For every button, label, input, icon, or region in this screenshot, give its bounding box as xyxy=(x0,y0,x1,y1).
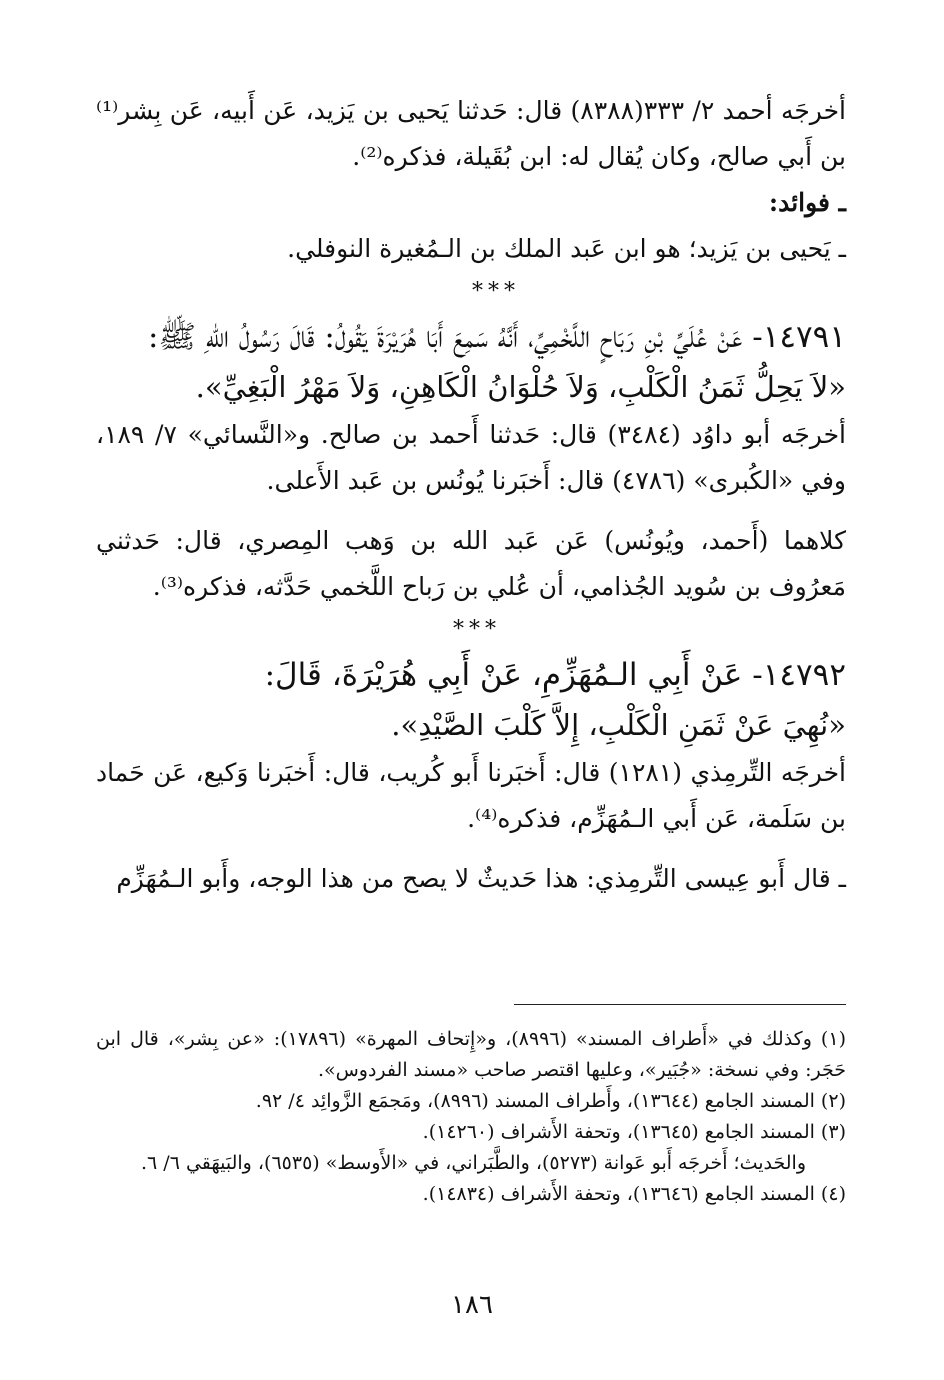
hadith-14792-heading: ١٤٧٩٢- عَنْ أَبِي الـمُهَزِّمِ، عَنْ أَبِي هُرَيْرَةَ، قَالَ: xyxy=(264,657,846,693)
footnote-3-continuation: والحَديث؛ أَخرجَه أَبو عَوانة (٥٢٧٣)، والطَّبَراني، في «الأَوسط» (٦٥٣٥)، والبَيهَقي ٦/ ٦. xyxy=(140,1152,806,1174)
hadith-14792-text: «نُهِيَ عَنْ ثَمَنِ الْكَلْبِ، إِلاَّ كَلْبَ الصَّيْدِ». xyxy=(391,708,846,742)
footnote-1: (١) وكذلك في «أَطراف المسند» (٨٩٩٦)، و«إِتحاف المهرة» (١٧٨٩٦): «عن بِشر»، قال ابن حَجَر: وفي نسخة: «جُبَير»، وعليها اقتصر صاحب «مسند الفردوس». xyxy=(96,1028,846,1081)
fawaid-note: ـ يَحيى بن يَزيد؛ هو ابن عَبد الملك بن الـمُغيرة النوفلي. xyxy=(287,234,846,263)
paragraph-tirmidhi-comment: ـ قال أَبو عِيسى التِّرمِذي: هذا حَديثٌ لا يصح من هذا الوجه، وأَبو الـمُهَزِّم xyxy=(116,864,846,893)
paragraph-takhrij-2: أخرجَه أبو داوُد (٣٤٨٤) قال: حَدثنا أَحمد بن صالح. و«النَّسائي» ٧/ ١٨٩، وفي «الكُبرى» (٤٧٨٦) قال: أَخبَرنا يُونُس بن عَبد الأَعلى. xyxy=(96,420,846,495)
fawaid-heading: ـ فوائد: xyxy=(768,188,846,217)
paragraph-takhrij-4: أخرجَه التِّرمِذي (١٢٨١) قال: أَخبَرنا أَبو كُريب، قال: أَخبَرنا وَكيع، عَن حَماد بن سَلَمة، عَن أَبي الـمُهَزِّم، فذكره⁽⁴⁾. xyxy=(96,758,846,833)
paragraph-takhrij-1: أخرجَه أحمد ٢/ ٣٣٣(٨٣٨٨) قال: حَدثنا يَحيى بن يَزيد، عَن أَبيه، عَن بِشر⁽¹⁾ بن أَبي صالح، وكان يُقال له: ابن بُقَيلة، فذكره⁽²⁾. xyxy=(96,96,847,171)
footnotes xyxy=(96,1024,846,1210)
footnote-3: (٣) المسند الجامع (١٣٦٤٥)، وتحفة الأَشراف (١٤٢٦٠). xyxy=(422,1121,846,1143)
hadith-14791-heading: ١٤٧٩١- عَنْ عُلَيِّ بْنِ رَبَاحٍ اللَّخْمِيِّ، أَنَّهُ سَمِعَ أَبَا هُرَيْرَةَ يَقُولُ: قَالَ رَسُولُ اللهِ ﷺ: xyxy=(148,319,846,355)
page-number: ١٨٦ xyxy=(451,1290,493,1320)
section-separator: *** xyxy=(472,279,520,304)
footnote-4: (٤) المسند الجامع (١٣٦٤٦)، وتحفة الأَشراف (١٤٨٣٤). xyxy=(422,1183,846,1205)
main-text xyxy=(96,88,846,902)
section-separator: *** xyxy=(453,617,501,642)
paragraph-isnad-3: كلاهما (أَحمد، ويُونُس) عَن عَبد الله بن وَهب المِصري، قال: حَدثني مَعرُوف بن سُويد الجُذامي، أن عُلي بن رَباح اللَّخمي حَدَّثه، فذكره⁽³⁾. xyxy=(96,526,846,601)
footnote-2: (٢) المسند الجامع (١٣٦٤٤)، وأَطراف المسند (٨٩٩٦)، ومَجمَع الزَّوائِد ٤/ ٩٢. xyxy=(255,1090,846,1112)
hadith-14791-text: «لاَ يَحِلُّ ثَمَنُ الْكَلْبِ، وَلاَ حُلْوَانُ الْكَاهِنِ، وَلاَ مَهْرُ الْبَغِيِّ». xyxy=(195,370,846,404)
footnote-divider xyxy=(514,1004,846,1005)
